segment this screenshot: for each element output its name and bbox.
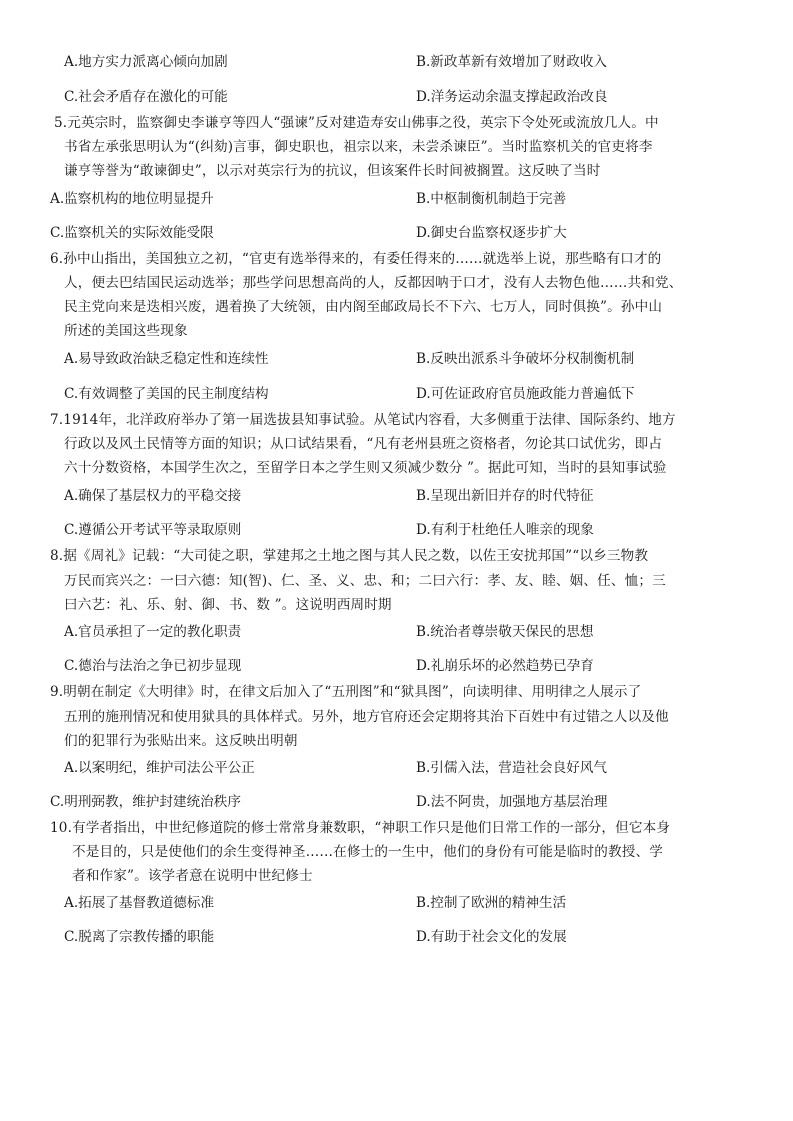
- q6-stem-line-3: 民主党向来是迭相兴废，遇着换了大统领，由内阁至邮政局长不下六、七万人，同时俱换”。孙中山: [64, 299, 663, 315]
- q10-option-a: A.拓展了基督教道德标准: [64, 895, 215, 911]
- q10-stem-line-1: 10.有学者指出，中世纪修道院的修士常常身兼数职，“神职工作只是他们日常工作的一部分，但它本身: [50, 820, 671, 836]
- q9-option-a: A.以案明纪，维护司法公平公正: [64, 760, 255, 776]
- q10-option-c: C.脱离了宗教传播的职能: [64, 929, 215, 945]
- q10-stem-line-2: 不是目的，只是使他们的余生变得神圣……在修士的一生中，他们的身份有可能是临时的教授、学: [72, 844, 663, 860]
- q7-stem-line-3: 六十分数资格，本国学生次之，至留学日本之学生则又须减少数分 ”。据此可知，当时的县知事试验: [64, 460, 667, 476]
- q5-option-b: B.中枢制衡机制趋于完善: [416, 191, 567, 207]
- q9-option-d: D.法不阿贵，加强地方基层治理: [416, 794, 608, 810]
- q10-option-b: B.控制了欧洲的精神生活: [416, 895, 567, 911]
- q7-option-b: B.呈现出新旧并存的时代特征: [416, 488, 594, 504]
- q6-option-d: D.可佐证政府官员施政能力普遍低下: [416, 386, 635, 402]
- q8-stem-line-2: 万民而宾兴之：一曰六德：知(智)、仁、圣、义、忠、和；二曰六行：孝、友、睦、姻、任、恤；三: [64, 573, 666, 589]
- q7-option-c: C.遵循公开考试平等录取原则: [64, 522, 242, 538]
- q4-option-a: A.地方实力派离心倾向加剧: [64, 54, 228, 70]
- q6-option-c: C.有效调整了美国的民主制度结构: [64, 386, 269, 402]
- q5-stem-line-2: 书省左承张思明认为“(纠劾)言事，御史职也，祖宗以来，未尝杀谏臣”。当时监察机关的官吏将李: [64, 139, 653, 155]
- q4-option-d: D.洋务运动余温支撑起政治改良: [416, 89, 608, 105]
- q6-option-a: A.易导致政治缺乏稳定性和连续性: [64, 351, 269, 367]
- q6-stem-line-2: 人，便去巴结国民运动选举；那些学问思想高尚的人，反都因呐于口才，没有人去物色他……共和党、: [64, 275, 683, 291]
- q8-option-a: A.官员承担了一定的教化职责: [64, 624, 242, 640]
- q4-option-b: B.新政革新有效增加了财政收入: [416, 54, 608, 70]
- q8-stem-line-3: 曰六艺：礼、乐、射、御、书、数 ”。这说明西周时期: [64, 597, 392, 613]
- q9-stem-line-3: 们的犯罪行为张贴出来。这反映出明朝: [64, 733, 298, 749]
- q9-stem-line-1: 9.明朝在制定《大明律》时，在律文后加入了“五刑图”和“狱具图”，向读明律、用明律之人展示了: [50, 684, 642, 700]
- q7-stem-line-2: 行政以及风土民情等方面的知识；从口试结果看，“凡有老州县班之资格者，勿论其口试优劣，即占: [64, 436, 663, 452]
- q7-option-a: A.确保了基层权力的平稳交接: [64, 488, 242, 504]
- q8-stem-line-1: 8.据《周礼》记载：“大司徒之职，掌建邦之土地之图与其人民之数，以佐王安扰邦国”“以乡三物教: [50, 548, 649, 564]
- q8-option-b: B.统治者尊崇敬天保民的思想: [416, 624, 594, 640]
- q5-option-a: A.监察机构的地位明显提升: [50, 191, 214, 207]
- q5-stem-line-3: 谦亨等誉为“敢谏御史”，以示对英宗行为的抗议，但该案件长时间被搁置。这反映了当时: [64, 163, 601, 179]
- q8-option-d: D.礼崩乐坏的必然趋势已孕育: [416, 658, 594, 674]
- q5-stem-line-1: 5.元英宗时，监察御史李谦亨等四人“强谏”反对建造寿安山佛事之役，英宗下令处死或流放几人。中: [54, 115, 659, 131]
- q9-option-b: B.引儒入法，营造社会良好风气: [416, 760, 608, 776]
- q4-option-c: C.社会矛盾存在激化的可能: [64, 89, 228, 105]
- q8-option-c: C.德治与法治之争已初步显现: [64, 658, 242, 674]
- q7-option-d: D.有利于杜绝任人唯亲的现象: [416, 522, 594, 538]
- q7-stem-line-1: 7.1914年，北洋政府举办了第一届选拔县知事试验。从笔试内容看，大多侧重于法律、国际条约、地方: [50, 412, 676, 428]
- q10-stem-line-3: 者和作家”。该学者意在说明中世纪修士: [72, 868, 313, 884]
- q9-option-c: C.明刑弼教，维护封建统治秩序: [50, 794, 241, 810]
- q5-option-d: D.御史台监察权逐步扩大: [416, 225, 567, 241]
- q5-option-c: C.监察机关的实际效能受限: [50, 225, 214, 241]
- q10-option-d: D.有助于社会文化的发展: [416, 929, 567, 945]
- q9-stem-line-2: 五刑的施刑情况和使用狱具的具体样式。另外，地方官府还会定期将其治下百姓中有过错之人以及他: [64, 709, 669, 725]
- q6-stem-line-4: 所述的美国这些现象: [64, 323, 188, 339]
- q6-stem-line-1: 6.孙中山指出，美国独立之初，“官吏有选举得来的，有委任得来的……就选举上说，那些略有口才的: [50, 251, 662, 267]
- q6-option-b: B.反映出派系斗争破坏分权制衡机制: [416, 351, 635, 367]
